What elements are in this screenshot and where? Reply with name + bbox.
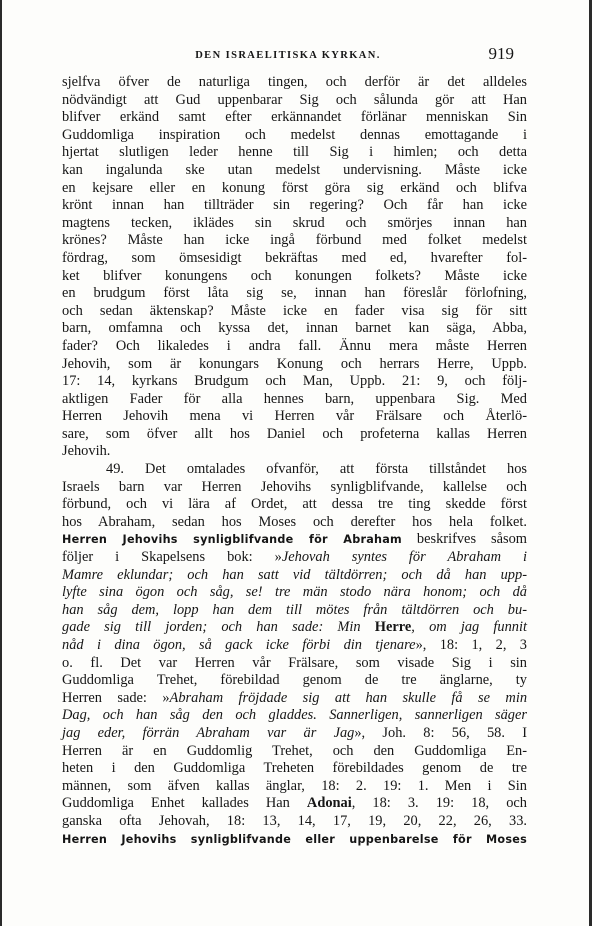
quoted-scripture: han såg dem, lopp han dem till mötes från tältdörren och bu- xyxy=(62,601,527,618)
text-line xyxy=(62,567,527,585)
text-line: kan ingalunda ske utan medelst undervisning. Måste icke xyxy=(62,161,527,178)
page-header xyxy=(62,44,514,66)
text-line: nödvändigt att Gud uppenbarar Sig och sålunda gör att Han xyxy=(62,91,527,108)
text-line: en brudgum först låta sig se, innan han föreslår förlofning, xyxy=(62,285,527,302)
quoted-scripture: nåd i dina ögon, så gack icke förbi din tjenare xyxy=(62,637,416,653)
text-line-paragraph-start: 49. Det omtalades ofvanför, att första tillståndet hos xyxy=(106,461,527,478)
text-line xyxy=(62,831,527,849)
quoted-scripture: jag eder, förrän Abraham var är Jag xyxy=(62,724,355,741)
quoted-scripture: Abraham fröjdade sig att han skulle få se min xyxy=(169,689,528,706)
text-line: hos Abraham, sedan hos Moses och derefter hos hela folket. xyxy=(62,513,527,530)
text-line: sare, som öfver allt hos Daniel och profeterna kallas Herren xyxy=(62,425,527,442)
text-line xyxy=(62,619,527,637)
text-line: Herren är en Guddomlig Trehet, och den Guddomliga En- xyxy=(62,742,527,759)
text-line-paragraph-end: Jehovih. xyxy=(62,443,111,460)
text-line: männen, som äfven kallas änglar, 18: 2. 19: 1. Men i Sin xyxy=(62,777,527,794)
quoted-scripture: Mamre eklundar; och han satt vid tältdörren; och då han upp- xyxy=(62,566,527,583)
text-line: Guddomliga Enhet kallades Han Adonai, 18: 3. 19: 18, och xyxy=(62,795,527,812)
text-line: Herren Jehovih mena vi Herren vår Frälsare och Återlö- xyxy=(62,408,527,425)
text-line: jag eder, förrän Abraham var är Jag», Joh. 8: 56, 58. I xyxy=(62,724,527,741)
text-line: Guddomliga Trehet, förebildad genom de tre änglarne, ty xyxy=(62,672,527,689)
text-line: o. fl. Det var Herren vår Frälsare, som visade Sig i sin xyxy=(62,654,527,671)
text-line: Israels barn var Herren Jehovihs synligblifvande, kallelse och xyxy=(62,478,527,495)
emphasized-word: Herre xyxy=(374,619,412,636)
text-line: blifver erkänd samt efter erkännandet förlänar menniskan Sin xyxy=(62,109,527,126)
text-line: Herren sade: »Abraham fröjdade sig att han skulle få se min xyxy=(62,689,528,706)
text-line: ganska ofta Jehovah, 18: 13, 14, 17, 19, 20, 22, 26, 33. xyxy=(62,812,527,829)
text-line: krönes? Måste han icke ingå förbund med folket medelst xyxy=(62,232,527,249)
text-line: en kejsare eller en konung först göra sig erkänd och blifva xyxy=(62,179,527,196)
text-line: Guddomliga inspiration och medelst dennas emottagande i xyxy=(62,126,527,143)
text-line: heten i den Guddomliga Treheten förebildades genom de tre xyxy=(62,760,527,777)
text-line: 17: 14, kyrkans Brudgum och Man, Uppb. 21: 9, och följ- xyxy=(62,373,527,390)
text-line: och sedan äktenskap? Måste icke en fader visa sig för sitt xyxy=(62,302,527,319)
text-line: hjertat slutligen leder henne till Sig i himlen; och detta xyxy=(62,144,527,161)
text-line: fördrag, som ömsesidigt bekräftas med ed, hvarefter fol- xyxy=(62,249,527,266)
text-line: aktligen Fader för alla hennes barn, uppenbara Sig. Med xyxy=(62,390,527,407)
text-line: barn, omfamna och kyssa det, innan barnet kan säga, Abba, xyxy=(62,320,527,337)
text-line: fader? Och likaledes i andra fall. Ännu mera måste Herren xyxy=(62,337,527,354)
text-line: nåd i dina ögon, så gack icke förbi din tjenare», 18: 1, 2, 3 xyxy=(62,637,527,653)
quoted-scripture: gade sig till jorden; och han sade: Min xyxy=(62,619,375,636)
quoted-scripture: Dag, och han såg den och gladdes. Sannerligen, sannerligen säger xyxy=(62,707,527,724)
text-line xyxy=(62,707,527,725)
text-line: magtens tecken, iklädes sin skrud och smörjes innan han xyxy=(62,214,527,231)
quoted-scripture: Jehovah syntes för Abraham i xyxy=(281,549,527,566)
page-left-edge xyxy=(0,0,2,926)
emphasized-word: Adonai xyxy=(306,795,352,812)
text-line: sjelfva öfver de naturliga tingen, och derför är det alldeles xyxy=(62,74,527,90)
text-line: Jehovih, som är konungars Konung och herrars Herre, Uppb. xyxy=(62,355,527,372)
text-line xyxy=(62,602,527,620)
text-line: krönt innan han tillträder sin regering? Och får han icke xyxy=(62,197,527,214)
quoted-scripture: , om jag funnit xyxy=(411,619,527,636)
text-line xyxy=(62,584,527,602)
text-line: Herren Jehovihs synligblifvande för Abraham beskrifves såsom xyxy=(62,531,527,548)
quoted-scripture: lyfte sina ögon och såg, se! tre män stodo nära honom; och då xyxy=(62,584,527,601)
page-number: 919 xyxy=(488,44,514,63)
text-line: ket blifver konungens och konungen folkets? Måste icke xyxy=(62,267,527,284)
inline-heading: Herren Jehovihs synligblifvande eller uppenbarelse för Moses xyxy=(62,832,527,846)
body-text xyxy=(62,74,527,848)
text-line: följer i Skapelsens bok: »Jehovah syntes för Abraham i xyxy=(62,549,527,566)
inline-heading: Herren Jehovihs synligblifvande för Abraham xyxy=(62,533,402,547)
text-line: förbund, och vi lära af Ordet, att dessa tre ting skedde först xyxy=(62,496,527,513)
running-title: DEN ISRAELITISKA KYRKAN. xyxy=(195,50,381,61)
